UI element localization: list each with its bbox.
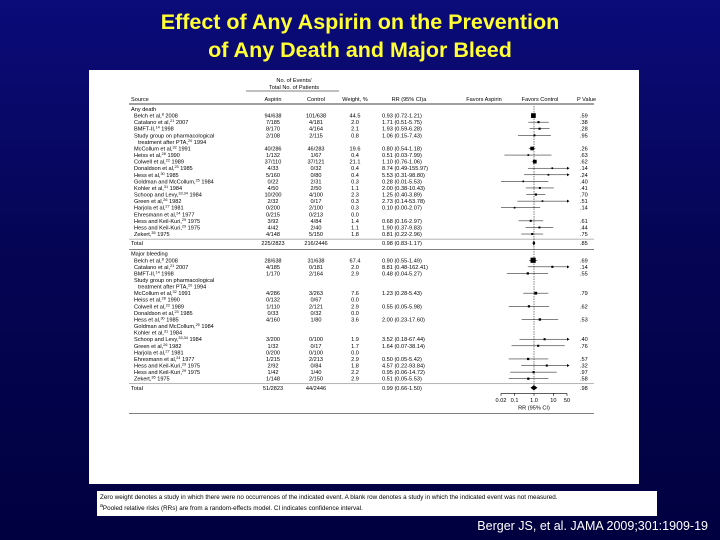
ci-arrow xyxy=(567,200,570,203)
study-source: Catalano et al,$^{21}$ 2007 xyxy=(134,263,189,271)
total-aspirin: 225/2823 xyxy=(261,241,285,248)
x-tick-label: 10 xyxy=(550,397,557,404)
study-weight: 0.4 xyxy=(351,166,359,173)
study-rr: 1.93 (0.59-6.28) xyxy=(382,126,422,133)
study-rr: 1.71 (0.51-5.75) xyxy=(382,120,422,127)
study-aspirin: 7/185 xyxy=(266,120,280,127)
study-control: 31/638 xyxy=(307,258,325,265)
study-p-value: .79 xyxy=(580,291,588,298)
study-control: 0/181 xyxy=(309,264,323,271)
study-source: Schoop and Levy,$^{33,34}$ 1984 xyxy=(134,336,202,344)
study-source: Study group on pharmacological xyxy=(134,133,215,140)
ci-arrow xyxy=(567,338,570,341)
study-aspirin: 1/148 xyxy=(266,376,280,383)
study-weight: 0.4 xyxy=(351,172,359,179)
study-aspirin: 28/638 xyxy=(264,258,282,265)
study-point xyxy=(538,226,540,228)
study-source: Ehresmann et al,$^{24}$ 1977 xyxy=(134,355,195,363)
study-rr: 4.57 (0.22-93.84) xyxy=(382,363,425,370)
study-point xyxy=(533,160,537,164)
study-control: 37/121 xyxy=(307,159,325,166)
study-p-value: .14 xyxy=(580,264,588,271)
study-weight: 2.0 xyxy=(351,264,359,271)
study-rr: 0.68 (0.16-2.97) xyxy=(382,218,422,225)
study-p-value: .40 xyxy=(580,179,588,186)
study-control: 0/213 xyxy=(309,212,323,219)
study-point xyxy=(527,358,529,360)
footnote-line-2-text: Pooled relative risks (RRs) are from a random-effects model. CI indicates confidence interval. xyxy=(102,505,363,513)
study-source: Zekert,$^{35}$ 1975 xyxy=(134,231,170,239)
x-tick-label: 0.02 xyxy=(495,397,507,404)
study-control: 2/100 xyxy=(309,205,323,212)
study-aspirin: 2/108 xyxy=(266,133,280,140)
study-aspirin: 0/215 xyxy=(266,212,280,219)
study-weight: 1.7 xyxy=(351,343,359,350)
citation: Berger JS, et al. JAMA 2009;301:1909-19 xyxy=(477,519,708,533)
study-p-value: .76 xyxy=(580,343,588,350)
x-tick-label: 1.0 xyxy=(530,397,538,404)
study-aspirin: 5/160 xyxy=(266,172,280,179)
study-source: Donaldson et al,$^{23}$ 1985 xyxy=(134,165,193,173)
study-control: 4/164 xyxy=(309,126,323,133)
total-label: Total xyxy=(131,385,143,392)
study-point xyxy=(537,345,539,347)
study-source: Harjola et al,$^{27}$ 1981 xyxy=(134,204,184,212)
study-weight: 2.3 xyxy=(351,192,359,199)
total-label: Total xyxy=(131,241,143,248)
study-source: Belch et al,$^8$ 2008 xyxy=(134,257,178,265)
study-control: 2/31 xyxy=(310,179,322,186)
ci-arrow xyxy=(567,173,570,176)
study-point xyxy=(527,272,529,274)
study-control: 1/80 xyxy=(310,317,322,324)
column-rr: RR (95% CI)a xyxy=(391,97,427,103)
total-aspirin: 51/2823 xyxy=(262,385,284,392)
ci-arrow xyxy=(567,265,570,268)
study-aspirin: 4/33 xyxy=(267,166,279,173)
study-aspirin: 10/200 xyxy=(264,192,282,199)
study-source: Colwell et al,$^{22}$ 1989 xyxy=(134,303,184,311)
footnote-line-2 xyxy=(100,502,654,513)
title-line-2: of Any Death and Major Bleed xyxy=(208,38,512,62)
study-p-value: .44 xyxy=(580,225,588,232)
study-point xyxy=(531,258,536,263)
total-control: 44/2446 xyxy=(305,385,327,392)
study-p-value: .75 xyxy=(580,232,588,239)
study-control: 1/67 xyxy=(310,153,322,160)
study-weight: 0.0 xyxy=(351,212,359,219)
study-aspirin: 40/286 xyxy=(264,146,282,153)
study-aspirin: 8/170 xyxy=(266,126,280,133)
study-p-value: .58 xyxy=(580,376,588,383)
study-rr: 1.25 (0.40-3.89) xyxy=(382,192,422,199)
study-point xyxy=(544,338,546,340)
study-p-value: .26 xyxy=(580,146,588,153)
study-rr: 2.73 (0.14-53.78) xyxy=(382,199,425,206)
study-rr: 0.80 (0.54-1.18) xyxy=(382,146,422,153)
x-tick-label: 50 xyxy=(563,397,571,404)
study-source: Hess et al,$^{30}$ 1985 xyxy=(134,171,179,179)
study-source: Zekert,$^{35}$ 1975 xyxy=(134,375,170,383)
study-source: Hess and Keil-Kuri,$^{29}$ 1975 xyxy=(134,362,201,370)
total-rr: 0.98 (0.83-1.17) xyxy=(382,241,422,248)
study-rr: 3.52 (0.18-67.44) xyxy=(382,337,425,344)
study-rr: 0.93 (0.72-1.21) xyxy=(382,113,422,120)
study-p-value: .24 xyxy=(580,172,588,179)
study-aspirin: 0/132 xyxy=(266,297,280,304)
study-p-value: .97 xyxy=(580,370,588,377)
study-point xyxy=(551,266,553,268)
study-source: Green et al,$^{26}$ 1982 xyxy=(134,198,182,206)
study-weight: 0.0 xyxy=(351,310,359,317)
study-source: Catalano et al,$^{21}$ 2007 xyxy=(134,119,189,127)
study-control: 0/17 xyxy=(310,343,322,350)
study-rr: 1.64 (0.07-38.14) xyxy=(382,343,425,350)
column-p-value: P Value xyxy=(577,97,597,103)
study-aspirin: 37/110 xyxy=(264,159,282,166)
study-p-value: .14 xyxy=(580,205,588,212)
study-control: 0/17 xyxy=(310,199,322,206)
study-source: Kohler et al,$^{31}$ 1984 xyxy=(134,184,183,192)
column-favors-control: Favors Control xyxy=(521,97,559,103)
study-point xyxy=(537,121,539,123)
total-control: 216/2446 xyxy=(304,241,328,248)
forest-plot-table xyxy=(89,70,639,484)
study-control: 0/80 xyxy=(310,172,322,179)
study-rr: 0.48 (0.04-5.27) xyxy=(382,271,422,278)
study-point xyxy=(527,378,529,380)
study-control: 2/40 xyxy=(310,225,322,232)
study-rr: 8.74 (0.49-155.97) xyxy=(382,166,429,173)
section-heading: Major bleeding xyxy=(131,251,168,258)
total-p-value: .98 xyxy=(580,385,588,392)
study-point xyxy=(551,167,553,169)
study-point xyxy=(539,318,541,320)
section-heading: Any death xyxy=(131,107,157,113)
footnote-superscript: a xyxy=(100,503,103,509)
study-source: Heiss et al,$^{28}$ 1990 xyxy=(134,152,180,160)
study-source: Kohler et al,$^{31}$ 1984 xyxy=(134,329,183,337)
footnote xyxy=(97,491,657,516)
study-aspirin: 4/42 xyxy=(267,225,279,232)
study-p-value: .70 xyxy=(580,192,588,199)
study-p-value: .55 xyxy=(580,271,588,278)
study-aspirin: 4/286 xyxy=(266,291,280,298)
study-point xyxy=(539,187,541,189)
study-p-value: .40 xyxy=(580,337,588,344)
study-rr: 0.50 (0.05-5.42) xyxy=(382,356,422,363)
study-weight: 1.1 xyxy=(351,225,359,232)
study-weight: 0.0 xyxy=(351,350,359,357)
study-control: 2/115 xyxy=(309,133,323,140)
study-source: Ehresmann et al,$^{24}$ 1977 xyxy=(134,211,195,219)
study-weight: 1.9 xyxy=(351,337,359,344)
study-point xyxy=(548,174,550,176)
study-weight: 2.0 xyxy=(351,120,359,127)
study-aspirin: 1/42 xyxy=(267,370,279,377)
study-aspirin: 2/92 xyxy=(267,363,279,370)
column-weight: Weight, % xyxy=(342,97,368,103)
study-point xyxy=(534,292,537,295)
study-control: 2/164 xyxy=(309,271,323,278)
study-source: treatment after PTA,$^{20}$ 1994 xyxy=(138,138,207,146)
study-weight: 0.3 xyxy=(351,205,359,212)
study-rr: 0.28 (0.01-5.53) xyxy=(382,179,422,186)
study-control: 4/100 xyxy=(309,192,323,199)
study-weight: 19.6 xyxy=(349,146,361,153)
study-rr: 0.95 (0.06-14.72) xyxy=(382,370,425,377)
study-aspirin: 1/110 xyxy=(266,304,280,311)
study-rr: 8.81 (0.48-162.41) xyxy=(382,264,429,271)
study-weight: 2.9 xyxy=(351,304,359,311)
study-p-value: .32 xyxy=(580,363,588,370)
study-control: 4/84 xyxy=(310,218,322,225)
study-source: BMFT-II,$^{14}$ 1998 xyxy=(134,125,174,133)
study-point xyxy=(538,128,540,130)
study-rr: 1.23 (0.28-5.43) xyxy=(382,291,422,298)
study-control: 0/84 xyxy=(310,363,322,370)
study-weight: 1.8 xyxy=(351,232,359,239)
study-rr: 5.53 (0.31-98.80) xyxy=(382,172,425,179)
study-control: 2/150 xyxy=(309,376,323,383)
study-aspirin: 2/32 xyxy=(267,199,279,206)
ci-arrow xyxy=(567,364,570,367)
study-p-value: .57 xyxy=(580,356,588,363)
study-aspirin: 94/638 xyxy=(264,113,282,120)
slide-title xyxy=(0,8,720,64)
study-weight: 44.5 xyxy=(349,113,361,120)
column-source: Source xyxy=(131,97,149,103)
study-control: 0/100 xyxy=(309,350,323,357)
column-aspirin: Aspirin xyxy=(264,97,282,103)
study-aspirin: 0/200 xyxy=(266,350,280,357)
study-weight: 7.6 xyxy=(351,291,359,298)
study-control: 0/100 xyxy=(309,337,323,344)
study-aspirin: 3/200 xyxy=(266,337,280,344)
study-control: 5/150 xyxy=(309,232,323,239)
study-aspirin: 4/148 xyxy=(266,232,280,239)
study-point xyxy=(514,207,516,209)
study-control: 2/121 xyxy=(309,304,323,311)
study-p-value: .41 xyxy=(580,185,588,192)
study-weight: 2.9 xyxy=(351,376,359,383)
study-aspirin: 4/185 xyxy=(266,264,280,271)
study-weight: 1.4 xyxy=(351,218,359,225)
study-aspirin: 0/22 xyxy=(267,179,279,186)
study-weight: 1.1 xyxy=(351,185,359,192)
study-aspirin: 3/92 xyxy=(267,218,279,225)
study-rr: 2.00 (0.23-17.60) xyxy=(382,317,425,324)
study-point xyxy=(546,365,548,367)
study-point xyxy=(531,233,533,235)
study-rr: 1.06 (0.15-7.43) xyxy=(382,133,422,140)
study-control: 0/32 xyxy=(310,310,322,317)
study-weight: 2.9 xyxy=(351,271,359,278)
study-rr: 0.81 (0.22-2.96) xyxy=(382,232,422,239)
column-favors-aspirin: Favors Aspirin xyxy=(466,97,502,103)
study-source: Donaldson et al,$^{23}$ 1985 xyxy=(134,309,193,317)
study-point xyxy=(531,113,536,118)
study-weight: 0.8 xyxy=(351,133,359,140)
study-rr: 0.51 (0.05-5.53) xyxy=(382,376,422,383)
title-line-1: Effect of Any Aspirin on the Prevention xyxy=(160,10,560,34)
study-p-value: .38 xyxy=(580,120,588,127)
study-aspirin: 1/32 xyxy=(267,343,279,350)
study-control: 0/32 xyxy=(310,166,322,173)
study-rr: 1.10 (0.76-1.06) xyxy=(382,159,422,166)
study-point xyxy=(530,220,532,222)
study-aspirin: 4/160 xyxy=(266,317,280,324)
study-source: Heiss et al,$^{28}$ 1990 xyxy=(134,296,180,304)
study-p-value: .62 xyxy=(580,304,588,311)
study-source: McCollum et al,$^{32}$ 1991 xyxy=(134,290,191,298)
x-tick-label: 0.1 xyxy=(510,397,519,404)
study-rr: 0.55 (0.05-5.98) xyxy=(382,304,422,311)
study-source: Harjola et al,$^{27}$ 1981 xyxy=(134,349,184,357)
study-point xyxy=(528,305,530,307)
study-aspirin: 4/50 xyxy=(267,185,279,192)
forest-plot-svg xyxy=(89,70,639,484)
study-source: McCollum et al,$^{32}$ 1991 xyxy=(134,145,191,153)
study-source: Goldman and McCollum,$^{25}$ 1984 xyxy=(134,178,214,186)
study-control: 3/263 xyxy=(309,291,323,298)
study-source: Hess and Keil-Kuri,$^{29}$ 1975 xyxy=(134,224,201,232)
study-source: treatment after PTA,$^{20}$ 1994 xyxy=(138,283,207,291)
column-control: Control xyxy=(306,97,326,103)
study-point xyxy=(530,147,534,151)
study-aspirin: 0/33 xyxy=(267,310,279,317)
study-weight: 2.1 xyxy=(351,126,359,133)
total-p-value: .85 xyxy=(580,241,588,248)
ci-arrow xyxy=(567,167,570,170)
study-weight: 1.8 xyxy=(351,363,359,370)
study-source: Green et al,$^{26}$ 1982 xyxy=(134,342,182,350)
study-weight: 0.0 xyxy=(351,297,359,304)
study-p-value: .28 xyxy=(580,126,588,133)
study-p-value: .14 xyxy=(580,166,588,173)
study-weight: 0.3 xyxy=(351,179,359,186)
study-aspirin: 0/200 xyxy=(266,205,280,212)
study-rr: 0.10 (0.00-2.07) xyxy=(382,205,422,212)
study-control: 2/213 xyxy=(309,356,323,363)
study-control: 0/67 xyxy=(310,297,322,304)
study-source: BMFT-II,$^{14}$ 1998 xyxy=(134,270,174,278)
study-weight: 21.1 xyxy=(349,159,361,166)
study-point xyxy=(532,371,534,373)
study-point xyxy=(527,154,529,156)
study-p-value: .62 xyxy=(580,159,588,166)
study-aspirin: 1/215 xyxy=(266,356,280,363)
study-p-value: .69 xyxy=(580,258,588,265)
study-p-value: .61 xyxy=(580,218,588,225)
study-rr: 1.90 (0.37-9.83) xyxy=(382,225,422,232)
study-source: Schoop and Levy,$^{33,34}$ 1984 xyxy=(134,191,202,199)
study-control: 101/638 xyxy=(305,113,327,120)
study-p-value: .59 xyxy=(580,113,588,120)
study-weight: 0.4 xyxy=(351,153,359,160)
study-source: Goldman and McCollum,$^{25}$ 1984 xyxy=(134,323,214,331)
study-control: 1/40 xyxy=(310,370,322,377)
study-rr: 2.00 (0.38-10.43) xyxy=(382,185,425,192)
study-source: Hess and Keil-Kuri,$^{29}$ 1975 xyxy=(134,217,201,225)
study-weight: 3.6 xyxy=(351,317,359,324)
study-point xyxy=(522,181,524,183)
header-events-line2: Total No. of Patients xyxy=(268,85,320,91)
study-control: 46/283 xyxy=(307,146,325,153)
study-point xyxy=(535,193,537,195)
study-p-value: .53 xyxy=(580,317,588,324)
study-aspirin: 1/132 xyxy=(266,153,280,160)
study-weight: 0.3 xyxy=(351,199,359,206)
study-p-value: .95 xyxy=(580,133,588,140)
study-weight: 67.4 xyxy=(349,258,361,265)
total-rr: 0.99 (0.66-1.50) xyxy=(382,385,422,392)
study-control: 2/50 xyxy=(310,185,322,192)
study-point xyxy=(542,200,544,202)
study-p-value: .63 xyxy=(580,153,588,160)
study-rr: 0.90 (0.55-1.49) xyxy=(382,258,422,265)
x-axis-label: RR (95% CI) xyxy=(518,405,550,412)
study-p-value: .51 xyxy=(580,199,588,206)
study-aspirin: 1/170 xyxy=(266,271,280,278)
study-source: Colwell et al,$^{22}$ 1989 xyxy=(134,158,184,166)
study-source: Hess et al,$^{30}$ 1985 xyxy=(134,316,179,324)
study-control: 4/181 xyxy=(309,120,323,127)
study-rr: 0.51 (0.03-7.99) xyxy=(382,153,422,160)
study-source: Hess and Keil-Kuri,$^{29}$ 1975 xyxy=(134,369,201,377)
study-weight: 2.2 xyxy=(351,370,359,377)
study-source: Study group on pharmacological xyxy=(134,278,215,284)
study-weight: 2.9 xyxy=(351,356,359,363)
footnote-line-1: Zero weight denotes a study in which there were no occurrences of the indicated event. A blank row denotes a study in which the indicated event was not measured. xyxy=(100,494,558,501)
study-source: Belch et al,$^8$ 2008 xyxy=(134,112,178,120)
header-events-line1: No. of Events/ xyxy=(276,78,312,84)
